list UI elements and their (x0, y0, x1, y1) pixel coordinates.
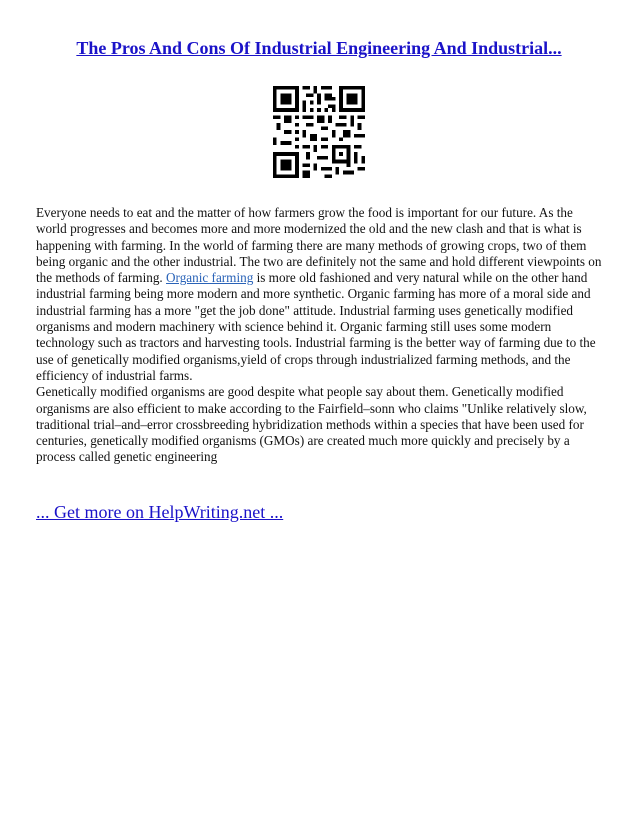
paragraph-1 (36, 205, 606, 384)
organic-farming-link[interactable]: Organic farming (166, 270, 254, 286)
get-more-section (36, 501, 283, 523)
qr-code-icon (273, 86, 365, 178)
title-link[interactable]: The Pros And Cons Of Industrial Engineering And Industrial... (76, 38, 562, 58)
paragraph-2: Genetically modified organisms are good despite what people say about them. Genetically modified organisms are also efficient to make according to the Fairfield–sonn who claims "Unlike relatively slow, traditional trial–and–error crossbreeding hybridization methods within a species that have been used for centuries, genetically modified organisms (GMOs) are created much more quickly and precisely by a process called genetic engineering (36, 384, 587, 465)
article-body (36, 205, 606, 466)
get-more-link[interactable]: ... Get more on HelpWriting.net ... (36, 502, 284, 522)
paragraph-1-text-end: is more old fashioned and very natural while on the other hand industrial farming being more modern and more synthetic. Organic farming has more of a moral side and industrial farming has a more "get the job done" attitude. Industrial farming uses genetically modified organisms and modern machinery with science behind it. Organic farming still uses some modern technology such as tractors and harvesting tools. Industrial farming is the better way of farming due to the use of genetically modified organisms,yield of crops through industrialized farming methods, and the efficiency of industrial farms. (36, 270, 596, 383)
paragraph-1-text-start: Everyone needs to eat and the matter of how farmers grow the food is important for our future. As the world progresses and becomes more and more modernized the old and the new clash and that is what is happening with farming. In the world of farming there are many methods of growing crops, two of them being organic and the other industrial. The two are definitely not the same and hold different viewpoints on the methods of farming. (36, 205, 602, 286)
page-title (30, 37, 608, 59)
